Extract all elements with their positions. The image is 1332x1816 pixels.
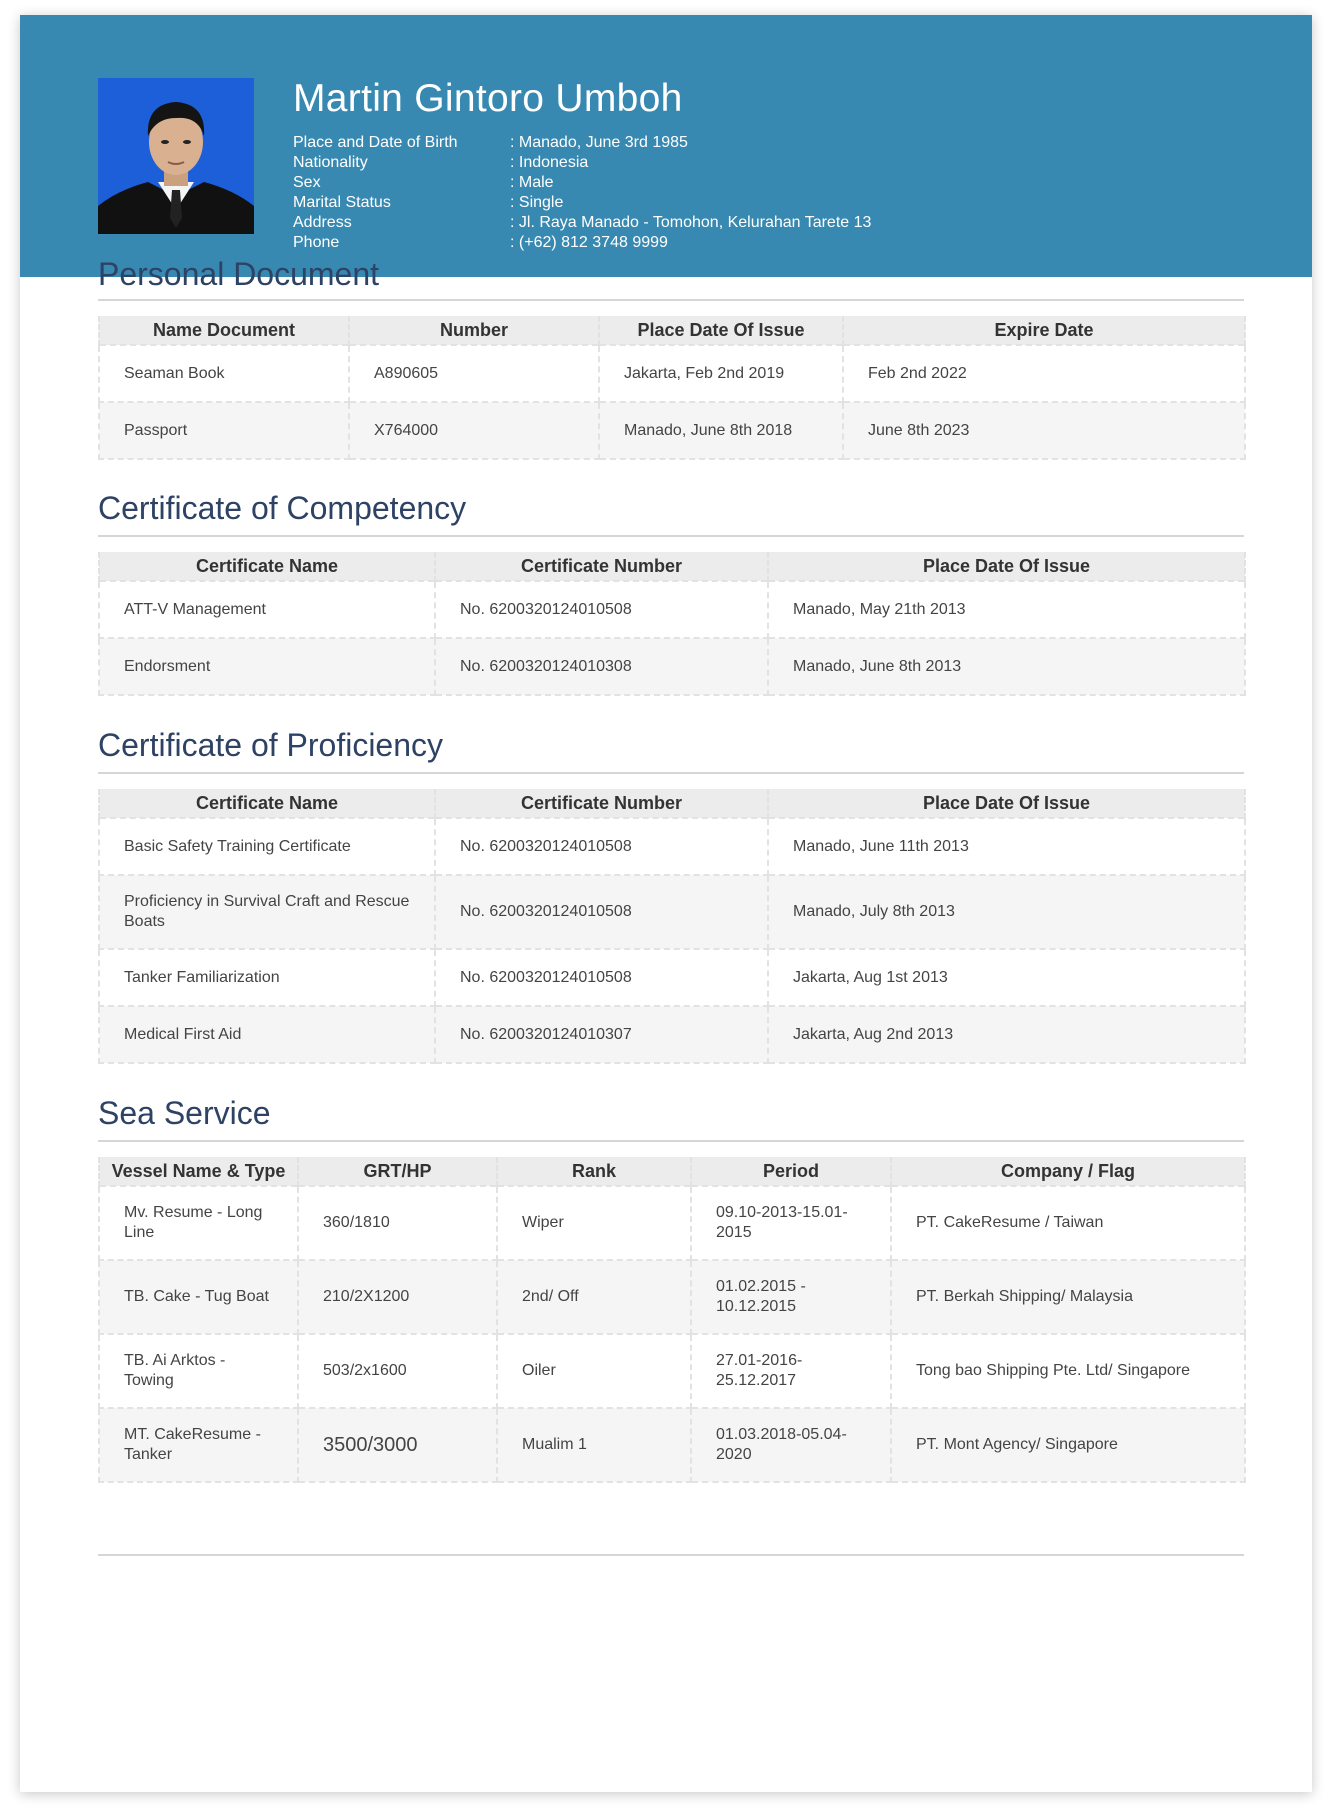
profile-detail-label: Marital Status	[293, 194, 391, 211]
profile-detail-row	[293, 193, 871, 213]
table-cell: No. 6200320124010308	[435, 638, 768, 695]
table-cell: 210/2X1200	[298, 1260, 497, 1334]
profile-detail-value: : (+62) 812 3748 9999	[510, 234, 668, 251]
section-divider	[98, 535, 1244, 537]
table-cell: Mualim 1	[497, 1408, 691, 1482]
profile-detail-row	[293, 213, 871, 233]
column-header: Certificate Name	[99, 552, 435, 581]
table-row	[99, 1186, 1245, 1260]
profile-detail-value: : Manado, June 3rd 1985	[510, 134, 688, 151]
table-cell: Jakarta, Feb 2nd 2019	[599, 345, 843, 402]
proficiency-table	[98, 789, 1246, 1064]
section-divider	[98, 772, 1244, 774]
table-header-row	[99, 316, 1245, 345]
table-cell: Wiper	[497, 1186, 691, 1260]
table-row	[99, 1006, 1245, 1063]
table-row	[99, 1334, 1245, 1408]
profile-detail-value: : Single	[510, 194, 564, 211]
candidate-name: Martin Gintoro Umboh	[293, 77, 683, 120]
section-title-sea-service: Sea Service	[98, 1095, 271, 1131]
column-header: Number	[349, 316, 599, 345]
profile-detail-label: Nationality	[293, 154, 368, 171]
table-cell: 3500/3000	[298, 1408, 497, 1482]
table-row	[99, 1260, 1245, 1334]
profile-detail-value: : Male	[510, 174, 554, 191]
table-cell: Mv. Resume - Long Line	[99, 1186, 298, 1260]
table-cell: June 8th 2023	[843, 402, 1245, 459]
table-cell: X764000	[349, 402, 599, 459]
profile-detail-label: Phone	[293, 234, 340, 251]
table-cell: Manado, June 8th 2018	[599, 402, 843, 459]
table-header-row	[99, 552, 1245, 581]
table-cell: Passport	[99, 402, 349, 459]
table-cell: 2nd/ Off	[497, 1260, 691, 1334]
profile-detail-value: : Indonesia	[510, 154, 589, 171]
sea-service-table	[98, 1157, 1246, 1483]
table-cell: No. 6200320124010508	[435, 875, 768, 949]
table-cell: A890605	[349, 345, 599, 402]
table-cell: Seaman Book	[99, 345, 349, 402]
table-cell: PT. Berkah Shipping/ Malaysia	[891, 1260, 1245, 1334]
column-header: Place Date Of Issue	[599, 316, 843, 345]
column-header: Vessel Name & Type	[99, 1157, 298, 1186]
column-header: GRT/HP	[298, 1157, 497, 1186]
table-row	[99, 949, 1245, 1006]
table-row	[99, 638, 1245, 695]
table-cell: No. 6200320124010508	[435, 581, 768, 638]
table-header-row	[99, 1157, 1245, 1186]
table-cell: 09.10-2013-15.01-2015	[691, 1186, 891, 1260]
column-header: Certificate Number	[435, 552, 768, 581]
table-cell: ATT-V Management	[99, 581, 435, 638]
table-cell: PT. CakeResume / Taiwan	[891, 1186, 1245, 1260]
table-cell: MT. CakeResume - Tanker	[99, 1408, 298, 1482]
profile-detail-label: Sex	[293, 174, 321, 191]
table-cell: No. 6200320124010508	[435, 818, 768, 875]
table-row	[99, 581, 1245, 638]
table-cell: 360/1810	[298, 1186, 497, 1260]
table-cell: Medical First Aid	[99, 1006, 435, 1063]
table-cell: Manado, May 21th 2013	[768, 581, 1245, 638]
section-title-competency: Certificate of Competency	[98, 490, 467, 526]
competency-table	[98, 552, 1246, 696]
column-header: Place Date Of Issue	[768, 552, 1245, 581]
table-row	[99, 402, 1245, 459]
table-row	[99, 1408, 1245, 1482]
table-cell: Manado, July 8th 2013	[768, 875, 1245, 949]
profile-detail-row	[293, 153, 871, 173]
table-cell: Endorsment	[99, 638, 435, 695]
footer-divider	[98, 1554, 1244, 1556]
column-header: Company / Flag	[891, 1157, 1245, 1186]
table-cell: Manado, June 11th 2013	[768, 818, 1245, 875]
table-cell: PT. Mont Agency/ Singapore	[891, 1408, 1245, 1482]
column-header: Place Date Of Issue	[768, 789, 1245, 818]
section-title-proficiency: Certificate of Proficiency	[98, 727, 444, 763]
table-row	[99, 345, 1245, 402]
table-cell: TB. Ai Arktos - Towing	[99, 1334, 298, 1408]
section-divider	[98, 1140, 1244, 1142]
table-header-row	[99, 789, 1245, 818]
section-title-personal-document: Personal Document	[98, 256, 380, 292]
profile-header	[20, 15, 1312, 277]
table-cell: 01.03.2018-05.04-2020	[691, 1408, 891, 1482]
personal-document-table	[98, 316, 1246, 460]
profile-detail-label: Address	[293, 214, 352, 231]
table-cell: No. 6200320124010307	[435, 1006, 768, 1063]
column-header: Certificate Name	[99, 789, 435, 818]
profile-detail-value: : Jl. Raya Manado - Tomohon, Kelurahan Tarete 13	[510, 214, 872, 231]
table-cell: Jakarta, Aug 1st 2013	[768, 949, 1245, 1006]
table-cell: TB. Cake - Tug Boat	[99, 1260, 298, 1334]
profile-details	[293, 133, 871, 253]
profile-detail-row	[293, 233, 871, 253]
column-header: Name Document	[99, 316, 349, 345]
table-cell: Manado, June 8th 2013	[768, 638, 1245, 695]
profile-detail-row	[293, 133, 871, 153]
table-cell: 01.02.2015 - 10.12.2015	[691, 1260, 891, 1334]
column-header: Rank	[497, 1157, 691, 1186]
resume-page	[20, 15, 1312, 1792]
profile-detail-label: Place and Date of Birth	[293, 134, 458, 151]
table-cell: 503/2x1600	[298, 1334, 497, 1408]
profile-photo	[98, 78, 254, 234]
table-cell: Feb 2nd 2022	[843, 345, 1245, 402]
table-cell: Jakarta, Aug 2nd 2013	[768, 1006, 1245, 1063]
column-header: Certificate Number	[435, 789, 768, 818]
table-cell: Oiler	[497, 1334, 691, 1408]
section-divider	[98, 299, 1244, 301]
table-cell: Proficiency in Survival Craft and Rescue Boats	[99, 875, 435, 949]
table-cell: Tong bao Shipping Pte. Ltd/ Singapore	[891, 1334, 1245, 1408]
column-header: Period	[691, 1157, 891, 1186]
table-cell: No. 6200320124010508	[435, 949, 768, 1006]
profile-detail-row	[293, 173, 871, 193]
column-header: Expire Date	[843, 316, 1245, 345]
table-cell: Tanker Familiarization	[99, 949, 435, 1006]
table-row	[99, 875, 1245, 949]
table-row	[99, 818, 1245, 875]
table-cell: 27.01-2016-25.12.2017	[691, 1334, 891, 1408]
table-cell: Basic Safety Training Certificate	[99, 818, 435, 875]
